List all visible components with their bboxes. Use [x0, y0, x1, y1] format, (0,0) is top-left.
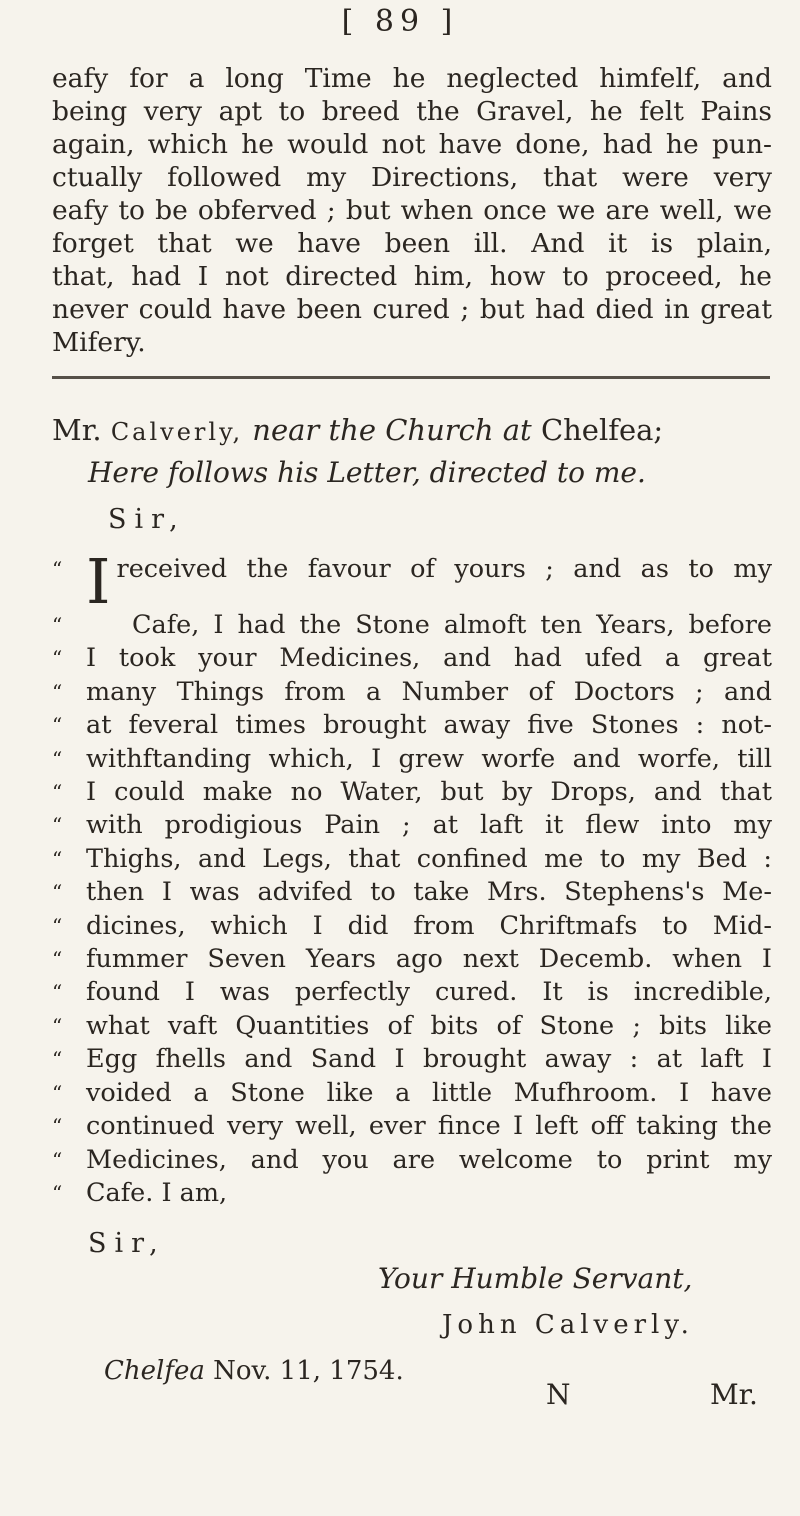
- letter-line: “ I could make no Water, but by Drops, and that: [52, 777, 772, 808]
- letter-line: “ at feveral times brought away five Stones : not-: [52, 710, 772, 741]
- letter-line: “ found I was perfectly cured. It is incredible,: [52, 977, 772, 1008]
- signature-mark: N: [546, 1378, 571, 1411]
- letter-line: “ withftanding which, I grew worfe and worfe, till: [52, 743, 772, 774]
- intro-line: ctually followed my Directions, that were very: [52, 162, 772, 193]
- intro-line: never could have been cured ; but had died in great: [52, 294, 772, 325]
- closing-salutation: Sir,: [88, 1228, 166, 1259]
- letter-line: “ with prodigious Pain ; at laft it flew into my: [52, 810, 772, 841]
- place-and-date: [104, 1356, 404, 1386]
- salutation: Sir,: [108, 504, 186, 535]
- letter-line: “ many Things from a Number of Doctors ; and: [52, 676, 772, 707]
- intro-line: again, which he would not have done, had he pun-: [52, 129, 772, 160]
- letter-line: “ Medicines, and you are welcome to print my: [52, 1144, 772, 1175]
- heading-name: Calverly,: [110, 418, 244, 446]
- letter-heading: [52, 410, 782, 452]
- section-divider: [52, 376, 770, 379]
- heading-location: near the Church at: [243, 413, 541, 447]
- letter-subheading: Here follows his Letter, directed to me.: [88, 456, 646, 489]
- page-number: [ 89 ]: [341, 4, 459, 39]
- intro-line: eafy to be obferved ; but when once we are well, we: [52, 195, 772, 226]
- letter-line: “ dicines, which I did from Chriftmafs to Mid-: [52, 910, 772, 941]
- signature-name: John Calverly.: [442, 1310, 694, 1340]
- letter-body: [52, 545, 772, 1210]
- catchword: Mr.: [710, 1378, 758, 1411]
- heading-place: Chelfea;: [540, 413, 664, 447]
- intro-line: being very apt to breed the Gravel, he felt Pains: [52, 96, 772, 127]
- letter-line: “ what vaft Quantities of bits of Stone ; bits like: [52, 1010, 772, 1041]
- letter-place: Chelfea: [104, 1356, 205, 1386]
- heading-prefix: Mr.: [52, 413, 111, 447]
- letter-line: “ Cafe, I had the Stone almoft ten Years, before: [52, 610, 772, 640]
- letter-line: “ Thighs, and Legs, that confined me to my Bed :: [52, 843, 772, 874]
- letter-line: “ Egg fhells and Sand I brought away : at laft I: [52, 1044, 772, 1075]
- letter-line: “ then I was advifed to take Mrs. Stephens's Me-: [52, 877, 772, 908]
- letter-line: “ voided a Stone like a little Mufhroom. I have: [52, 1077, 772, 1108]
- letter-line: “ I received the favour of yours ; and as to my: [52, 545, 772, 618]
- closing-phrase: Your Humble Servant,: [378, 1262, 693, 1295]
- letter-line: “ continued very well, ever fince I left off taking the: [52, 1111, 772, 1142]
- letter-line: “ Cafe. I am,: [52, 1177, 228, 1208]
- intro-paragraph: [52, 62, 772, 359]
- letter-line: “ I took your Medicines, and had ufed a great: [52, 643, 772, 674]
- quote-mark: “: [52, 557, 63, 581]
- intro-line: that, had I not directed him, how to proceed, he: [52, 261, 772, 292]
- letter-date: Nov. 11, 1754.: [204, 1356, 404, 1386]
- intro-line: Mifery.: [52, 327, 146, 358]
- letter-line: “ fummer Seven Years ago next Decemb. when I: [52, 944, 772, 975]
- intro-line: eafy for a long Time he neglected himfelf, and: [52, 63, 772, 94]
- intro-line: forget that we have been ill. And it is plain,: [52, 228, 772, 259]
- drop-cap: I: [86, 545, 111, 618]
